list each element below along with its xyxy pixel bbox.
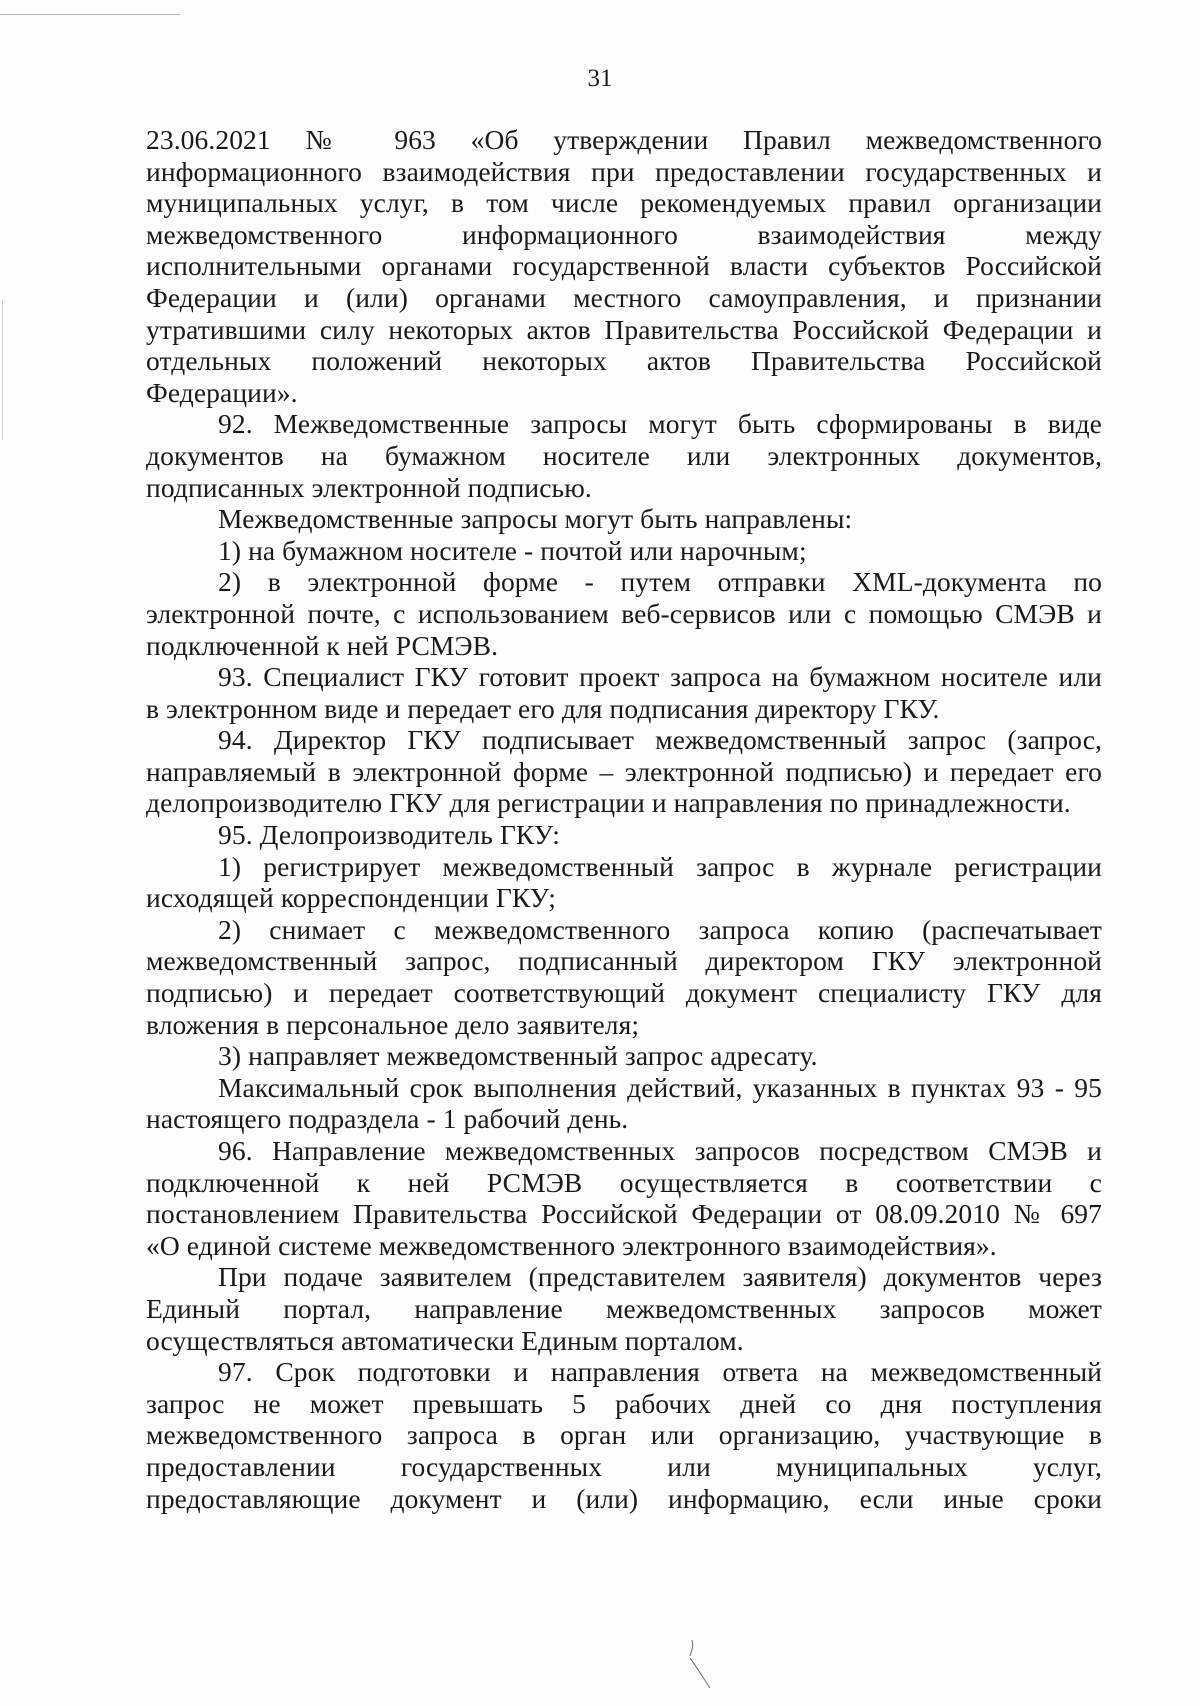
document-body xyxy=(146,124,1102,1514)
text-line: документов на бумажном носителе или электронных документов, xyxy=(146,439,1102,471)
paragraph xyxy=(146,566,1102,661)
text-line: в электронном виде и передает его для подписания директору ГКУ. xyxy=(146,692,940,724)
text-line: муниципальных услуг, в том числе рекомендуемых правил организации xyxy=(146,187,1102,219)
scan-pen-mark xyxy=(688,1636,728,1696)
paragraph xyxy=(146,503,1102,535)
paragraph xyxy=(146,408,1102,503)
text-line: постановлением Правительства Российской Федерации от 08.09.2010 № 697 xyxy=(146,1198,1102,1230)
text-line: 96. Направление межведомственных запросов посредством СМЭВ и xyxy=(218,1135,1102,1166)
text-line: информационного взаимодействия при предоставлении государственных и xyxy=(146,155,1102,187)
text-line: 93. Специалист ГКУ готовит проект запроса на бумажном носителе или xyxy=(218,661,1102,693)
text-line: Максимальный срок выполнения действий, указанных в пунктах 93 - 95 xyxy=(218,1071,1102,1103)
text-line: 95. Делопроизводитель ГКУ: xyxy=(218,819,560,851)
text-line: подписанных электронной подписью. xyxy=(146,471,592,503)
text-line: предоставлении государственных или муниципальных услуг, xyxy=(146,1450,1102,1482)
text-line: 2) снимает с межведомственного запроса копию (распечатывает xyxy=(218,913,1102,945)
paragraph xyxy=(146,724,1102,819)
text-line: подключенной к ней РСМЭВ осуществляется в соответствии с xyxy=(146,1166,1102,1198)
text-line: 2) в электронной форме - путем отправки XML-документа по xyxy=(218,566,1102,598)
paragraph xyxy=(146,661,1102,724)
text-line: настоящего подраздела - 1 рабочий день. xyxy=(146,1103,629,1135)
paragraph xyxy=(146,914,1102,1040)
paragraph xyxy=(146,1040,1102,1072)
paragraph xyxy=(146,1072,1102,1135)
text-line: 97. Срок подготовки и направления ответа на межведомственный xyxy=(218,1356,1102,1388)
scan-edge-line xyxy=(0,14,180,15)
text-line: подключенной к ней РСМЭВ. xyxy=(146,629,499,661)
paragraph xyxy=(146,535,1102,567)
text-line: 94. Директор ГКУ подписывает межведомственный запрос (запрос, xyxy=(218,724,1102,756)
text-line: Федерации». xyxy=(146,376,298,408)
paragraph xyxy=(146,851,1102,914)
paragraph xyxy=(146,819,1102,851)
text-line: Межведомственные запросы могут быть направлены: xyxy=(218,503,853,535)
text-line: направляемый в электронной форме – электронной подписью) и передает его xyxy=(146,755,1102,787)
text-line: «О единой системе межведомственного электронного взаимодействия». xyxy=(146,1229,997,1261)
text-line: осуществляться автоматически Единым порталом. xyxy=(146,1324,744,1356)
page-number: 31 xyxy=(587,65,613,92)
text-line: Федерации и (или) органами местного самоуправления, и признании xyxy=(146,281,1102,313)
text-line: подписью) и передает соответствующий документ специалисту ГКУ для xyxy=(146,977,1102,1009)
text-line: 1) регистрирует межведомственный запрос в журнале регистрации xyxy=(218,850,1102,882)
text-line: исполнительными органами государственной власти субъектов Российской xyxy=(146,250,1102,282)
text-line: Единый портал, направление межведомственных запросов может xyxy=(146,1292,1102,1324)
paragraph xyxy=(146,1261,1102,1356)
text-line: 23.06.2021 № 963 «Об утверждении Правил межведомственного xyxy=(146,124,1102,155)
text-line: 3) направляет межведомственный запрос адресату. xyxy=(218,1040,818,1072)
text-line: делопроизводителю ГКУ для регистрации и направления по принадлежности. xyxy=(146,787,1071,819)
text-line: исходящей корреспонденции ГКУ; xyxy=(146,882,557,914)
paragraph xyxy=(146,1356,1102,1514)
paragraph xyxy=(146,1135,1102,1261)
text-line: межведомственного запроса в орган или организацию, участвующие в xyxy=(146,1419,1102,1451)
text-line: предоставляющие документ и (или) информацию, если иные сроки xyxy=(146,1482,1102,1514)
text-line: 92. Межведомственные запросы могут быть сформированы в виде xyxy=(218,408,1102,440)
text-line: вложения в персональное дело заявителя; xyxy=(146,1008,640,1040)
text-line: межведомственный запрос, подписанный директором ГКУ электронной xyxy=(146,945,1102,977)
text-line: запрос не может превышать 5 рабочих дней со дня поступления xyxy=(146,1387,1102,1419)
text-line: электронной почте, с использованием веб-сервисов или с помощью СМЭВ и xyxy=(146,597,1102,629)
scan-edge-line-left xyxy=(2,300,3,440)
text-line: межведомственного информационного взаимодействия между xyxy=(146,218,1102,250)
text-line: 1) на бумажном носителе - почтой или нарочным; xyxy=(218,534,807,566)
text-line: При подаче заявителем (представителем заявителя) документов через xyxy=(218,1261,1102,1293)
paragraph xyxy=(146,124,1102,408)
text-line: утратившими силу некоторых актов Правительства Российской Федерации и xyxy=(146,313,1102,345)
text-line: отдельных положений некоторых актов Правительства Российской xyxy=(146,345,1102,377)
